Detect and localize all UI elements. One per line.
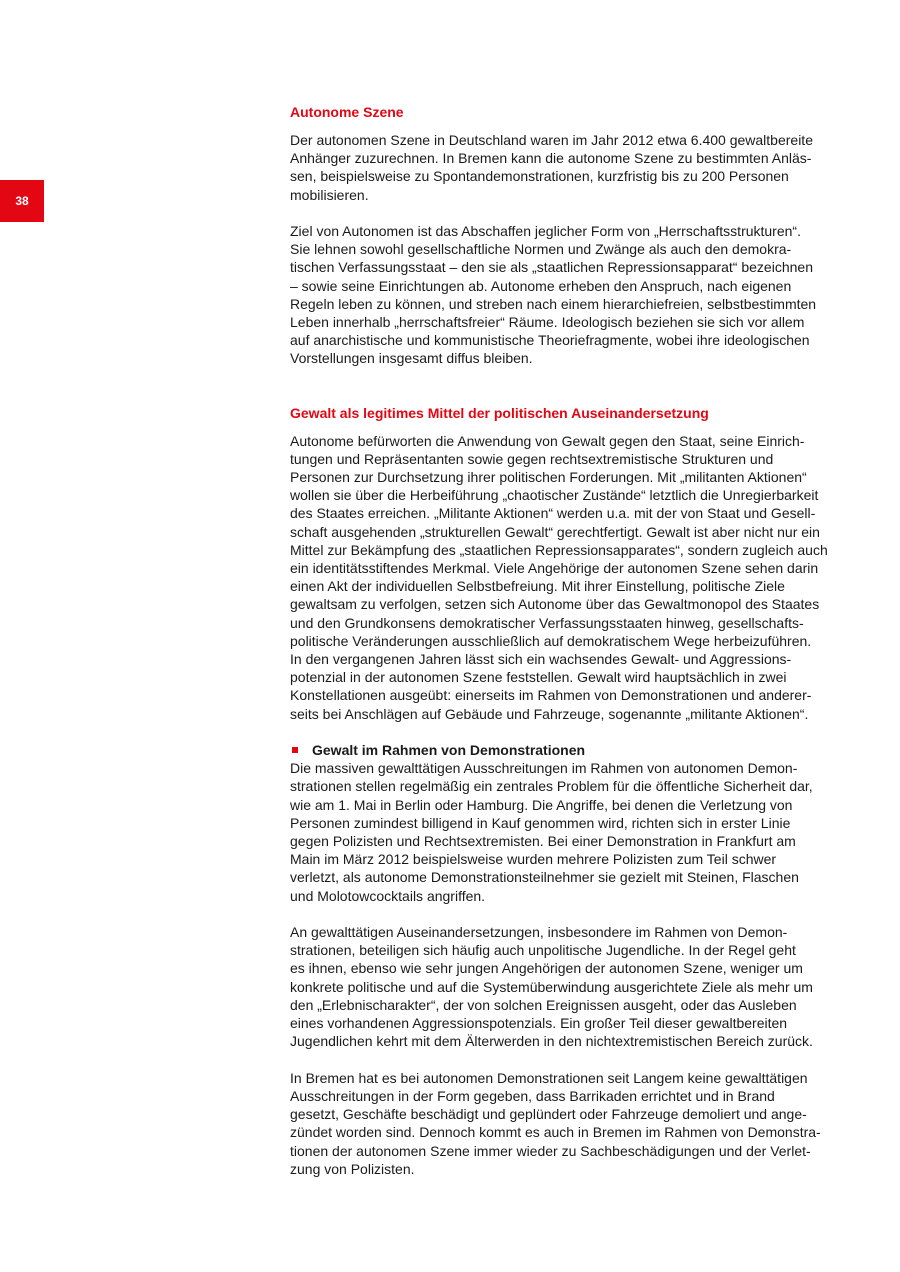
section-heading: Autonome Szene — [290, 104, 404, 120]
bullet-heading-text: Gewalt im Rahmen von Demonstrationen — [312, 742, 586, 759]
page-number: 38 — [15, 194, 29, 208]
paragraph: Ziel von Autonomen ist das Abschaffen jeglicher Form von „Herrschaftsstrukturen“. Sie lehnen sowohl gesellschaftliche Normen und Zwänge als auch den demokra- tischen Verfassungsstaat – den sie als „staatlichen Repressionsapparat“ bezeichnen – sowie seine Einrichtungen ab. Autonome erheben den Anspruch, nach eigenen Regeln leben zu können, und streben nach einem hierarchiefreien, selbstbestimmten Leben innerhalb „herrschaftsfreier“ Räume. Ideologisch beziehen sie sich vor allem auf anarchistische und kommunistische Theoriefragmente, wobei ihre ideologischen Vorstellungen insgesamt diffus bleiben. — [290, 223, 817, 367]
section-gewalt-legitimes-mittel — [290, 404, 835, 723]
bullet-square-icon — [292, 747, 298, 753]
document-body — [290, 103, 835, 1196]
subsection-gewalt-demonstrationen — [290, 741, 835, 1178]
paragraph: An gewalttätigen Auseinandersetzungen, insbesondere im Rahmen von Demon- strationen, beteiligen sich häufig auch unpolitische Jugendliche. In der Regel geht es ihnen, ebenso wie sehr jungen Angehörigen der autonomen Szene, weniger um konkrete politische und auf die Systemüberwindung ausgerichtete Ziele als mehr um den „Erlebnischarakter“, der von solchen Ereignissen ausgeht, oder das Ausleben eines vorhandenen Aggressionspotenzials. Ein großer Teil dieser gewaltbereiten Jugendlichen kehrt mit dem Älterwerden in den nichtextremistischen Bereich zurück. — [290, 924, 813, 1050]
paragraph: Autonome befürworten die Anwendung von Gewalt gegen den Staat, seine Einrich- tungen und Repräsentanten sowie gegen rechtsextremistische Strukturen und Personen zur Durchsetzung ihrer politischen Forderungen. Mit „militanten Aktionen“ wollen sie über die Herbeiführung „chaotischer Zustände“ letztlich die Unregierbarkeit des Staates erreichen. „Militante Aktionen“ werden u.a. mit der von Staat und Gesell- schaft ausgehenden „strukturellen Gewalt“ gerechtfertigt. Gewalt ist aber nicht nur ein Mittel zur Bekämpfung des „staatlichen Repressionsapparates“, sondern zugleich auch ein identitätsstiftendes Merkmal. Viele Angehörige der autonomen Szene sehen darin einen Akt der individuellen Selbstbefreiung. Mit ihrer Einstellung, politische Ziele gewaltsam zu verfolgen, setzen sich Autonome über das Gewaltmonopol des Staates und den Grundkonsens demokratischer Verfassungsstaaten hinweg, gesellschafts- politische Veränderungen ausschließlich auf demokratischem Wege herbeizuführen. In den vergangenen Jahren lässt sich ein wachsendes Gewalt- und Aggressions- potenzial in der autonomen Szene feststellen. Gewalt wird hauptsächlich in zwei Konstellationen ausgeübt: einerseits im Rahmen von Demonstrationen und anderer- seits bei Anschlägen auf Gebäude und Fahrzeuge, sogenannte „militante Aktionen“. — [290, 432, 828, 722]
page-number-tab — [0, 180, 44, 222]
section-autonome-szene — [290, 103, 835, 368]
bullet-heading — [290, 741, 835, 759]
section-heading: Gewalt als legitimes Mittel der politischen Auseinandersetzung — [290, 404, 709, 421]
paragraph: Die massiven gewalttätigen Ausschreitungen im Rahmen von autonomen Demon- strationen stellen regelmäßig ein zentrales Problem für die öffentliche Sicherheit dar, wie am 1. Mai in Berlin oder Hamburg. Die Angriffe, bei denen die Verletzung von Personen zumindest billigend in Kauf genommen wird, richten sich in erster Linie gegen Polizisten und Rechtsextremisten. Bei einer Demonstration in Frankfurt am Main im März 2012 beispielsweise wurden mehrere Polizisten zum Teil schwer verletzt, als autonome Demonstrationsteilnehmer sie gezielt mit Steinen, Flaschen und Molotowcocktails angriffen. — [290, 760, 813, 904]
paragraph: Der autonomen Szene in Deutschland waren im Jahr 2012 etwa 6.400 gewaltbereite Anhänger zuzurechnen. In Bremen kann die autonome Szene zu bestimmten Anläs- sen, beispielsweise zu Spontandemonstrationen, kurzfristig bis zu 200 Personen mobilisieren. — [290, 132, 813, 203]
paragraph: In Bremen hat es bei autonomen Demonstrationen seit Langem keine gewalttätigen Ausschreitungen in der Form gegeben, dass Barrikaden errichtet und in Brand gesetzt, Geschäfte beschädigt und geplündert oder Fahrzeuge demoliert und ange- zündet worden sind. Dennoch kommt es auch in Bremen im Rahmen von Demonstra- tionen der autonomen Szene immer wieder zu Sachbeschädigungen und der Verlet- zung von Polizisten. — [290, 1069, 821, 1177]
